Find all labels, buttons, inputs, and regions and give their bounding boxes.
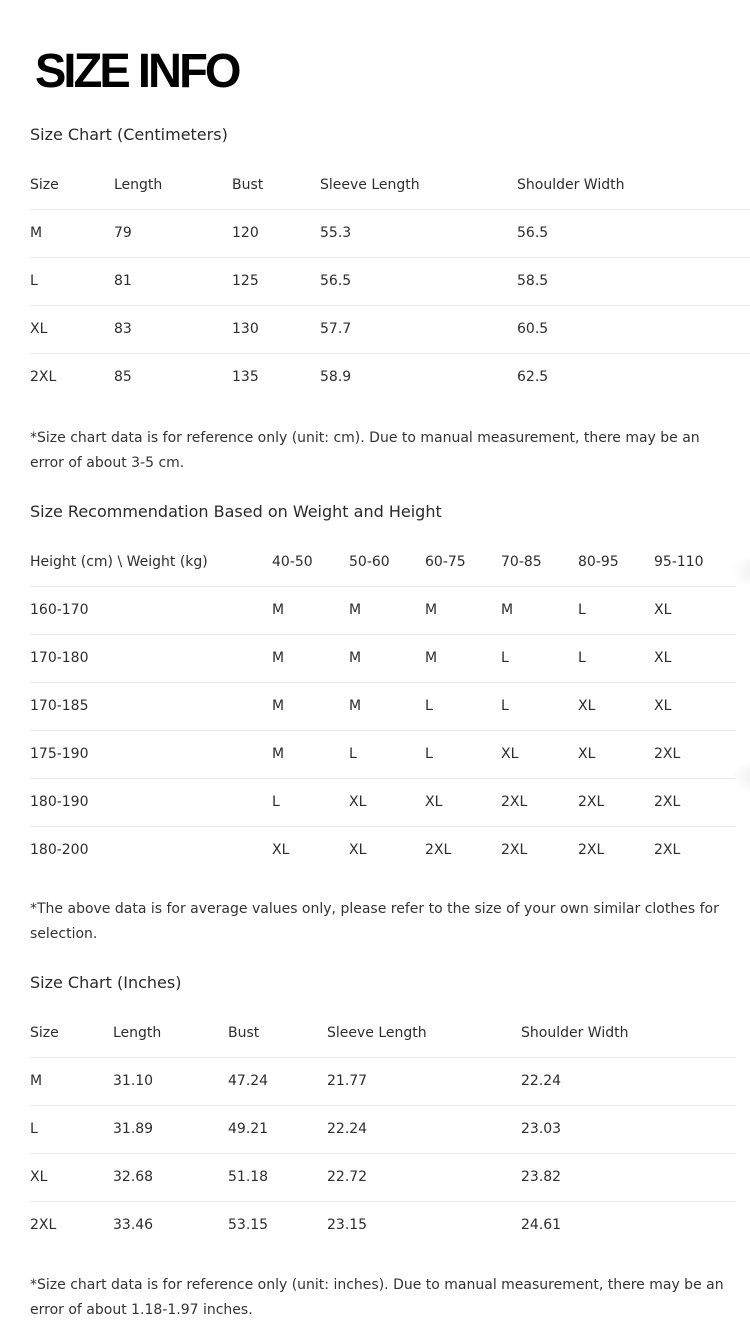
inch-chart-note: *Size chart data is for reference only (unit: inches). Due to manual measurement, there may be an error of about 1.18-1.97 inches. (30, 1277, 724, 1318)
inch-column-header: Shoulder Width (521, 1025, 629, 1041)
table-row (30, 1105, 736, 1153)
inch-cell: 32.68 (113, 1169, 154, 1185)
rec-cell: M (349, 698, 362, 714)
cm-cell: 81 (114, 273, 132, 289)
rec-cell: XL (501, 746, 519, 762)
cm-cell: 58.5 (517, 273, 549, 289)
inch-cell: 49.21 (228, 1121, 269, 1137)
rec-column-header: 80-95 (578, 554, 619, 570)
rec-column-header: 40-50 (272, 554, 313, 570)
cm-cell: 58.9 (320, 369, 352, 385)
rec-cell: XL (654, 602, 672, 618)
table-row (30, 1057, 736, 1105)
rec-cell: 2XL (501, 794, 528, 810)
cm-cell: 85 (114, 369, 132, 385)
inch-cell: 22.24 (521, 1073, 562, 1089)
inch-cell: 33.46 (113, 1217, 154, 1233)
inch-cell: 31.89 (113, 1121, 154, 1137)
cm-header-row (30, 162, 750, 209)
inch-cell: 22.24 (327, 1121, 368, 1137)
table-row (30, 778, 736, 826)
rec-cell: M (349, 602, 362, 618)
rec-column-header: 50-60 (349, 554, 390, 570)
rec-cell: L (578, 650, 586, 666)
inch-cell: L (30, 1121, 38, 1137)
cm-cell: 125 (232, 273, 259, 289)
inch-cell: 23.15 (327, 1217, 368, 1233)
inch-cell: 2XL (30, 1217, 57, 1233)
inch-cell: 21.77 (327, 1073, 368, 1089)
cm-cell: 79 (114, 225, 132, 241)
rec-cell: M (501, 602, 514, 618)
rec-column-header: 95-110 (654, 554, 704, 570)
rec-cell: L (425, 698, 433, 714)
cm-chart-title: Size Chart (Centimeters) (30, 125, 228, 144)
rec-cell: XL (578, 746, 596, 762)
cm-column-header: Size (30, 177, 59, 193)
page-title: SIZE INFO (35, 45, 239, 98)
rec-column-header: Height (cm) \ Weight (kg) (30, 554, 208, 570)
rec-cell: 2XL (654, 794, 681, 810)
rec-cell: XL (349, 794, 367, 810)
recommendation-table (30, 539, 736, 874)
cm-column-header: Sleeve Length (320, 177, 420, 193)
inch-column-header: Length (113, 1025, 162, 1041)
rec-cell: XL (425, 794, 443, 810)
inch-column-header: Size (30, 1025, 59, 1041)
rec-cell: 2XL (654, 746, 681, 762)
cm-cell: 62.5 (517, 369, 549, 385)
rec-cell: M (349, 650, 362, 666)
rec-cell: M (272, 650, 285, 666)
inch-cell: 23.82 (521, 1169, 562, 1185)
inch-header-row (30, 1010, 736, 1057)
rec-cell: XL (272, 842, 290, 858)
rec-cell: 2XL (654, 842, 681, 858)
cm-column-header: Bust (232, 177, 264, 193)
inch-cell: 22.72 (327, 1169, 368, 1185)
cm-cell: 120 (232, 225, 259, 241)
table-row (30, 730, 736, 778)
table-row (30, 209, 750, 257)
table-row (30, 305, 750, 353)
recommendation-title: Size Recommendation Based on Weight and Height (30, 502, 442, 521)
rec-cell: 160-170 (30, 602, 89, 618)
inch-column-header: Sleeve Length (327, 1025, 427, 1041)
rec-cell: XL (349, 842, 367, 858)
inch-size-table (30, 1010, 736, 1249)
rec-cell: L (578, 602, 586, 618)
rec-cell: L (501, 650, 509, 666)
inch-cell: 24.61 (521, 1217, 562, 1233)
cm-cell: 135 (232, 369, 259, 385)
cm-chart-note: *Size chart data is for reference only (unit: cm). Due to manual measurement, there may be an error of about 3-5 cm. (30, 430, 700, 471)
recommendation-note: *The above data is for average values only, please refer to the size of your own similar clothes for selection. (30, 901, 719, 942)
inch-cell: 51.18 (228, 1169, 269, 1185)
rec-cell: L (349, 746, 357, 762)
rec-cell: 2XL (425, 842, 452, 858)
rec-cell: 170-180 (30, 650, 89, 666)
cm-cell: 2XL (30, 369, 57, 385)
inch-cell: M (30, 1073, 43, 1089)
table-row (30, 682, 736, 730)
rec-cell: 170-185 (30, 698, 89, 714)
rec-cell: 2XL (578, 794, 605, 810)
inch-cell: 47.24 (228, 1073, 269, 1089)
rec-cell: L (501, 698, 509, 714)
rec-cell: 180-190 (30, 794, 89, 810)
table-row (30, 1201, 736, 1249)
cm-cell: 130 (232, 321, 259, 337)
cm-size-table (30, 162, 750, 401)
rec-cell: XL (654, 650, 672, 666)
cm-cell: M (30, 225, 43, 241)
inch-cell: 31.10 (113, 1073, 154, 1089)
rec-cell: M (425, 650, 438, 666)
table-row (30, 634, 736, 682)
table-row (30, 1153, 736, 1201)
rec-cell: 180-200 (30, 842, 89, 858)
rec-column-header: 70-85 (501, 554, 542, 570)
cm-column-header: Length (114, 177, 163, 193)
inch-chart-title: Size Chart (Inches) (30, 973, 182, 992)
table-row (30, 826, 736, 874)
rec-cell: M (272, 746, 285, 762)
cm-cell: 60.5 (517, 321, 549, 337)
rec-cell: 2XL (578, 842, 605, 858)
inch-cell: XL (30, 1169, 48, 1185)
cm-cell: 56.5 (517, 225, 549, 241)
rec-cell: XL (578, 698, 596, 714)
cm-cell: 83 (114, 321, 132, 337)
rec-column-header: 60-75 (425, 554, 466, 570)
rec-cell: L (425, 746, 433, 762)
cm-cell: 57.7 (320, 321, 352, 337)
inch-column-header: Bust (228, 1025, 260, 1041)
cm-cell: 55.3 (320, 225, 352, 241)
cm-cell: 56.5 (320, 273, 352, 289)
table-row (30, 353, 750, 401)
inch-cell: 23.03 (521, 1121, 562, 1137)
rec-cell: L (272, 794, 280, 810)
table-row (30, 257, 750, 305)
rec-cell: 2XL (501, 842, 528, 858)
rec-header-row (30, 539, 736, 586)
cm-cell: L (30, 273, 38, 289)
rec-cell: M (272, 698, 285, 714)
cm-column-header: Shoulder Width (517, 177, 625, 193)
rec-cell: 175-190 (30, 746, 89, 762)
inch-cell: 53.15 (228, 1217, 269, 1233)
rec-cell: M (272, 602, 285, 618)
cm-cell: XL (30, 321, 48, 337)
table-row (30, 586, 736, 634)
rec-cell: XL (654, 698, 672, 714)
rec-cell: M (425, 602, 438, 618)
